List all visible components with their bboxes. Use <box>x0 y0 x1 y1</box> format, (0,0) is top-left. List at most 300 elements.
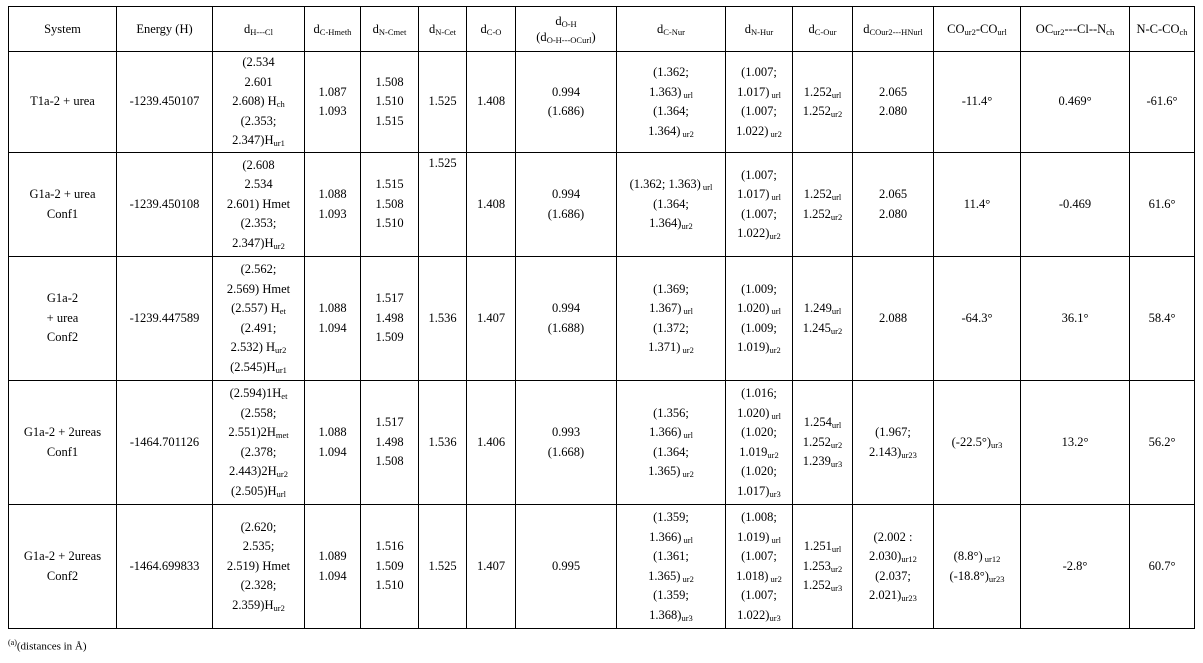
header-text: d <box>657 22 664 36</box>
cell-line <box>364 309 415 329</box>
header-text: N-C-CO <box>1136 22 1180 36</box>
cell-line <box>796 452 849 472</box>
table-cell <box>934 52 1021 153</box>
cell-text: -1239.447589 <box>129 310 200 325</box>
cell-text: -1464.701126 <box>129 434 200 449</box>
header-subscript: C-Hmeth <box>319 27 352 37</box>
cell-subscript: url <box>831 420 842 431</box>
cell-line <box>729 508 789 528</box>
cell-subscript: url <box>831 544 842 555</box>
cell-line <box>216 338 301 358</box>
table-cell <box>305 381 361 505</box>
cell-line <box>937 567 1017 587</box>
cell-text: 1.408 <box>476 94 506 109</box>
cell-subscript: ur2 <box>830 563 843 574</box>
table-cell <box>361 381 419 505</box>
cell-text: 1.515 <box>375 113 404 128</box>
cell-text: (2.557) H <box>231 301 280 315</box>
cell-line <box>364 112 415 132</box>
cell-line <box>308 185 357 205</box>
cell-text: 2.065 <box>878 84 908 99</box>
cell-line <box>1024 557 1126 577</box>
table-cell <box>9 153 117 257</box>
cell-text: 1.093 <box>318 206 347 221</box>
cell-line <box>216 384 301 404</box>
cell-text: 1.017) <box>737 483 770 498</box>
cell-line <box>470 92 512 112</box>
cell-text: 2.065 <box>878 187 908 201</box>
cell-text: (1.007; <box>741 104 777 118</box>
cell-text: 1.509 <box>375 330 404 345</box>
header-text: (d <box>536 30 547 44</box>
cell-line <box>364 289 415 309</box>
cell-text: 2.347)H <box>232 133 274 148</box>
table-cell <box>9 52 117 153</box>
cell-line <box>519 557 613 577</box>
cell-line <box>216 53 301 73</box>
cell-text: (1.020; <box>741 425 777 439</box>
cell-line <box>120 92 209 112</box>
cell-subscript: ur2 <box>680 573 694 584</box>
cell-line <box>729 423 789 443</box>
table-cell <box>419 52 467 153</box>
cell-text: (1.007; <box>741 588 777 602</box>
cell-line <box>216 518 301 538</box>
cell-line <box>364 328 415 348</box>
cell-text: 1.019) <box>737 529 770 544</box>
cell-text: 1.089 <box>318 549 347 563</box>
table-cell <box>516 257 617 381</box>
cell-text: Conf1 <box>46 444 79 459</box>
cell-text: -11.4° <box>961 94 993 109</box>
cell-text: (1.362; 1.363) <box>629 177 701 192</box>
cell-text: 13.2° <box>1061 434 1089 449</box>
cell-subscript: ur23 <box>988 573 1005 584</box>
table-row <box>9 153 1195 257</box>
cell-text: G1a-2 + 2ureas <box>23 425 102 439</box>
cell-subscript: ur23 <box>901 593 917 603</box>
cell-subscript: et <box>279 306 286 316</box>
cell-text: 1.020) <box>737 405 770 420</box>
cell-line <box>519 443 613 463</box>
cell-subscript: ur2 <box>680 128 694 139</box>
cell-text: (1.364; <box>653 104 689 118</box>
cell-text: (1.362; <box>653 65 689 79</box>
table-cell <box>516 52 617 153</box>
column-header <box>617 7 726 52</box>
cell-line <box>308 83 357 103</box>
cell-line <box>216 319 301 339</box>
cell-line <box>216 557 301 577</box>
cell-text: 1.252 <box>802 104 831 118</box>
cell-text: 1.020) <box>737 301 770 315</box>
cell-text: (2.562; <box>240 262 277 276</box>
table-cell <box>617 153 726 257</box>
cell-text: 1.367) <box>649 301 682 315</box>
cell-text: 2.347)H <box>232 235 274 250</box>
cell-line <box>1133 92 1191 112</box>
cell-text: (1.688) <box>547 320 585 335</box>
cell-line <box>620 547 722 567</box>
cell-subscript: ur12 <box>982 554 1001 564</box>
cell-text: 1.088 <box>318 187 347 201</box>
cell-line <box>364 413 415 433</box>
cell-line <box>216 260 301 280</box>
table-cell <box>934 153 1021 257</box>
cell-text: 2.519) Hmet <box>226 558 291 573</box>
cell-text: -64.3° <box>961 310 993 325</box>
cell-text: (1.007; <box>741 167 777 182</box>
column-header <box>305 7 361 52</box>
cell-subscript: ur2 <box>768 573 782 584</box>
cell-text: (1.686) <box>547 206 585 221</box>
cell-text: (1.016; <box>741 386 777 400</box>
cell-subscript: url <box>700 182 713 193</box>
cell-line <box>519 319 613 339</box>
table-cell <box>213 505 305 629</box>
header-line <box>519 29 613 45</box>
cell-line <box>216 423 301 443</box>
cell-text: 1.087 <box>318 84 347 99</box>
cell-text: 1.252 <box>803 187 832 201</box>
cell-subscript: url <box>769 306 781 316</box>
cell-text: 2.608) H <box>232 94 277 109</box>
header-line <box>470 21 512 37</box>
cell-text: 1.525 <box>428 156 457 170</box>
cell-text: Conf1 <box>46 206 79 221</box>
cell-line <box>856 586 930 606</box>
cell-text: 0.994 <box>551 187 581 201</box>
header-subscript: ch <box>1106 27 1115 37</box>
cell-subscript: ur1 <box>275 364 287 375</box>
table-cell <box>1021 52 1130 153</box>
cell-line <box>519 102 613 122</box>
footnote-mark: (a) <box>8 638 17 647</box>
cell-text: G1a-2 + urea <box>29 187 96 201</box>
table-cell <box>9 505 117 629</box>
cell-subscript: ur3 <box>769 612 781 623</box>
cell-subscript: ur2 <box>273 602 285 613</box>
cell-text: 2.601 <box>244 74 273 89</box>
cell-text: 1.517 <box>375 291 404 306</box>
header-subscript: ur2 <box>964 27 976 37</box>
cell-text: 1.508 <box>375 74 404 89</box>
cell-subscript: url <box>831 192 842 202</box>
header-text: d <box>244 22 251 36</box>
cell-text: (1.009; <box>741 320 777 335</box>
table-cell <box>1021 381 1130 505</box>
header-row <box>9 7 1195 52</box>
header-text: d <box>313 22 320 36</box>
header-line <box>422 21 463 37</box>
cell-line <box>729 443 789 463</box>
table-cell <box>617 381 726 505</box>
cell-line <box>729 280 789 300</box>
cell-text: 1.536 <box>428 434 457 449</box>
cell-text: 1.094 <box>318 568 347 583</box>
cell-text: 1.498 <box>375 434 404 449</box>
cell-text: 1.017) <box>737 187 770 201</box>
header-subscript: url <box>997 27 1007 37</box>
cell-text: 1.249 <box>803 301 832 315</box>
cell-line <box>308 443 357 463</box>
cell-text: 1.366) <box>649 529 682 544</box>
cell-line <box>620 338 722 358</box>
cell-line <box>519 185 613 205</box>
cell-line <box>216 156 301 176</box>
cell-text: 1.022) <box>736 123 769 138</box>
cell-text: 1.510 <box>375 216 404 231</box>
cell-line <box>856 205 930 225</box>
cell-text: 2.569) Hmet <box>226 281 291 296</box>
cell-text: (2.534 <box>242 55 275 70</box>
cell-line <box>308 547 357 567</box>
cell-subscript: ur1 <box>273 138 285 149</box>
table-cell <box>361 257 419 381</box>
cell-line <box>120 309 209 329</box>
cell-text: (2.037; <box>875 568 911 583</box>
cell-text: (1.364; <box>653 444 689 459</box>
cell-line <box>796 537 849 557</box>
table-row <box>9 381 1195 505</box>
cell-line <box>519 83 613 103</box>
cell-line <box>216 358 301 378</box>
cell-text: 1.093 <box>318 104 347 118</box>
header-line <box>364 21 415 37</box>
header-text: -CO <box>975 22 998 36</box>
cell-line <box>796 102 849 122</box>
cell-text: (1.359; <box>653 510 689 524</box>
cell-text: (1.356; <box>653 405 689 420</box>
table-cell <box>305 505 361 629</box>
cell-subscript: ur3 <box>769 488 781 499</box>
header-text: Energy (H) <box>136 22 193 36</box>
cell-subscript: url <box>769 410 781 421</box>
header-text: ---Cl--N <box>1064 22 1107 36</box>
table-cell <box>516 153 617 257</box>
cell-line <box>620 122 722 142</box>
column-header <box>726 7 793 52</box>
cell-text: 2.030) <box>869 549 902 563</box>
cell-text: T1a-2 + urea <box>30 94 95 109</box>
cell-line <box>729 166 789 186</box>
cell-line <box>120 557 209 577</box>
cell-text: (2.378; <box>240 444 277 459</box>
table-cell <box>726 505 793 629</box>
cell-text: 1.022) <box>737 607 770 622</box>
cell-line <box>12 443 113 463</box>
cell-subscript: url <box>769 89 781 100</box>
cell-line <box>364 557 415 577</box>
cell-text: 1.365) <box>648 568 681 583</box>
table-cell <box>853 505 934 629</box>
cell-text: -0.469 <box>1058 196 1092 211</box>
cell-text: 1.498 <box>375 310 404 325</box>
cell-text: (1.007; <box>741 549 777 563</box>
cell-line <box>796 319 849 339</box>
cell-line <box>364 576 415 596</box>
cell-line <box>620 404 722 424</box>
cell-line <box>856 309 930 329</box>
cell-line <box>216 576 301 596</box>
header-line <box>1133 21 1191 37</box>
cell-subscript: ur2 <box>769 345 781 355</box>
cell-line <box>856 102 930 122</box>
cell-text: (8.8°) <box>953 549 983 563</box>
cell-line <box>308 567 357 587</box>
cell-text: 1.253 <box>802 558 831 573</box>
cell-text: 2.021) <box>869 588 902 602</box>
table-cell <box>726 153 793 257</box>
cell-line <box>856 423 930 443</box>
cell-text: (-18.8°) <box>949 568 989 583</box>
cell-text: -1464.699833 <box>129 558 200 573</box>
cell-line <box>216 73 301 93</box>
table-cell <box>793 505 853 629</box>
table-cell <box>726 257 793 381</box>
cell-line <box>729 83 789 103</box>
cell-subscript: ur3 <box>991 439 1003 450</box>
cell-text: 1.364) <box>649 216 682 231</box>
table-cell <box>213 381 305 505</box>
cell-line <box>620 423 722 443</box>
table-cell <box>117 381 213 505</box>
cell-line <box>796 205 849 225</box>
cell-subscript: ur2 <box>830 109 843 119</box>
cell-subscript: url <box>276 488 286 499</box>
cell-line <box>796 413 849 433</box>
table-cell <box>1130 505 1195 629</box>
cell-line <box>937 92 1017 112</box>
cell-line <box>796 83 849 103</box>
cell-text: (1.668) <box>547 444 585 459</box>
header-subscript: N-Cmet <box>378 27 407 37</box>
cell-text: (2.491; <box>240 320 277 335</box>
cell-text: (1.364; <box>653 196 689 211</box>
cell-text: 1.510 <box>375 94 404 109</box>
cell-line <box>937 547 1017 567</box>
cell-text: (2.608 <box>242 157 275 172</box>
column-header <box>1021 7 1130 52</box>
table-cell <box>419 257 467 381</box>
cell-subscript: ur2 <box>830 325 843 336</box>
cell-text: 0.995 <box>551 558 581 573</box>
cell-line <box>856 567 930 587</box>
cell-line <box>856 83 930 103</box>
cell-line <box>620 443 722 463</box>
cell-line <box>729 567 789 587</box>
cell-line <box>729 586 789 606</box>
cell-text: (1.020; <box>741 464 777 478</box>
cell-line <box>937 195 1017 215</box>
table-cell <box>853 257 934 381</box>
cell-subscript: url <box>681 306 693 316</box>
cell-line <box>620 280 722 300</box>
cell-subscript: ur2 <box>768 128 782 139</box>
cell-line <box>620 102 722 122</box>
table-cell <box>1130 153 1195 257</box>
cell-text: 1.408 <box>476 196 506 211</box>
table-cell <box>1130 52 1195 153</box>
cell-line <box>729 185 789 205</box>
cell-text: 1.366) <box>649 425 682 439</box>
cell-line <box>216 596 301 616</box>
header-line <box>519 13 613 29</box>
table-cell <box>117 153 213 257</box>
header-text: System <box>44 22 81 36</box>
cell-text: 1.525 <box>428 558 457 573</box>
cell-line <box>216 404 301 424</box>
cell-text: 1.017) <box>737 84 770 99</box>
cell-line <box>422 309 463 329</box>
table-cell <box>1021 257 1130 381</box>
cell-text: -1239.450108 <box>129 196 200 211</box>
cell-text: 2.080 <box>878 206 908 221</box>
cell-text: 2.443)2H <box>229 464 277 478</box>
cell-subscript: ur2 <box>276 469 288 479</box>
table-cell <box>726 381 793 505</box>
cell-line <box>729 299 789 319</box>
cell-text: 0.993 <box>551 425 581 439</box>
column-header <box>9 7 117 52</box>
cell-line <box>1024 195 1126 215</box>
cell-text: 0.994 <box>551 301 581 315</box>
cell-text: Conf2 <box>46 330 79 345</box>
cell-text: 2.601) Hmet <box>226 196 291 211</box>
cell-text: 1.407 <box>476 558 506 573</box>
cell-text: 2.088 <box>878 310 908 325</box>
cell-text: 1.516 <box>375 539 404 554</box>
cell-line <box>216 443 301 463</box>
column-header <box>117 7 213 52</box>
table-cell <box>1021 505 1130 629</box>
cell-subscript: ur3 <box>830 459 843 470</box>
cell-line <box>308 299 357 319</box>
cell-text: (2.353; <box>240 216 277 231</box>
cell-line <box>620 586 722 606</box>
cell-subscript: ur2 <box>830 439 843 450</box>
cell-text: -61.6° <box>1146 94 1178 109</box>
cell-line <box>937 309 1017 329</box>
cell-line <box>470 557 512 577</box>
cell-text: (1.008; <box>741 510 777 524</box>
cell-text: 1.252 <box>803 84 832 99</box>
cell-subscript: met <box>275 430 289 440</box>
header-line <box>12 21 113 37</box>
table-cell <box>467 505 516 629</box>
cell-text: 1.368) <box>649 607 682 622</box>
cell-text: (1.361; <box>653 549 689 563</box>
cell-line <box>1024 309 1126 329</box>
cell-text: (1.009; <box>741 281 777 296</box>
cell-line <box>796 185 849 205</box>
cell-text: (1.007; <box>741 206 777 221</box>
cell-text: 1.094 <box>318 320 347 335</box>
cell-line <box>470 195 512 215</box>
cell-line <box>1133 433 1191 453</box>
cell-text: G1a-2 <box>46 291 79 306</box>
cell-subscript: ur3 <box>681 612 693 623</box>
header-subscript: N-Hur <box>751 27 774 37</box>
cell-line <box>620 567 722 587</box>
cell-line <box>796 576 849 596</box>
cell-subscript: ur2 <box>275 345 287 355</box>
header-subscript: C-Our <box>814 27 837 37</box>
header-subscript: ch <box>1179 27 1188 37</box>
cell-subscript: url <box>831 306 842 316</box>
cell-text: 1.508 <box>375 454 404 469</box>
cell-line <box>856 547 930 567</box>
